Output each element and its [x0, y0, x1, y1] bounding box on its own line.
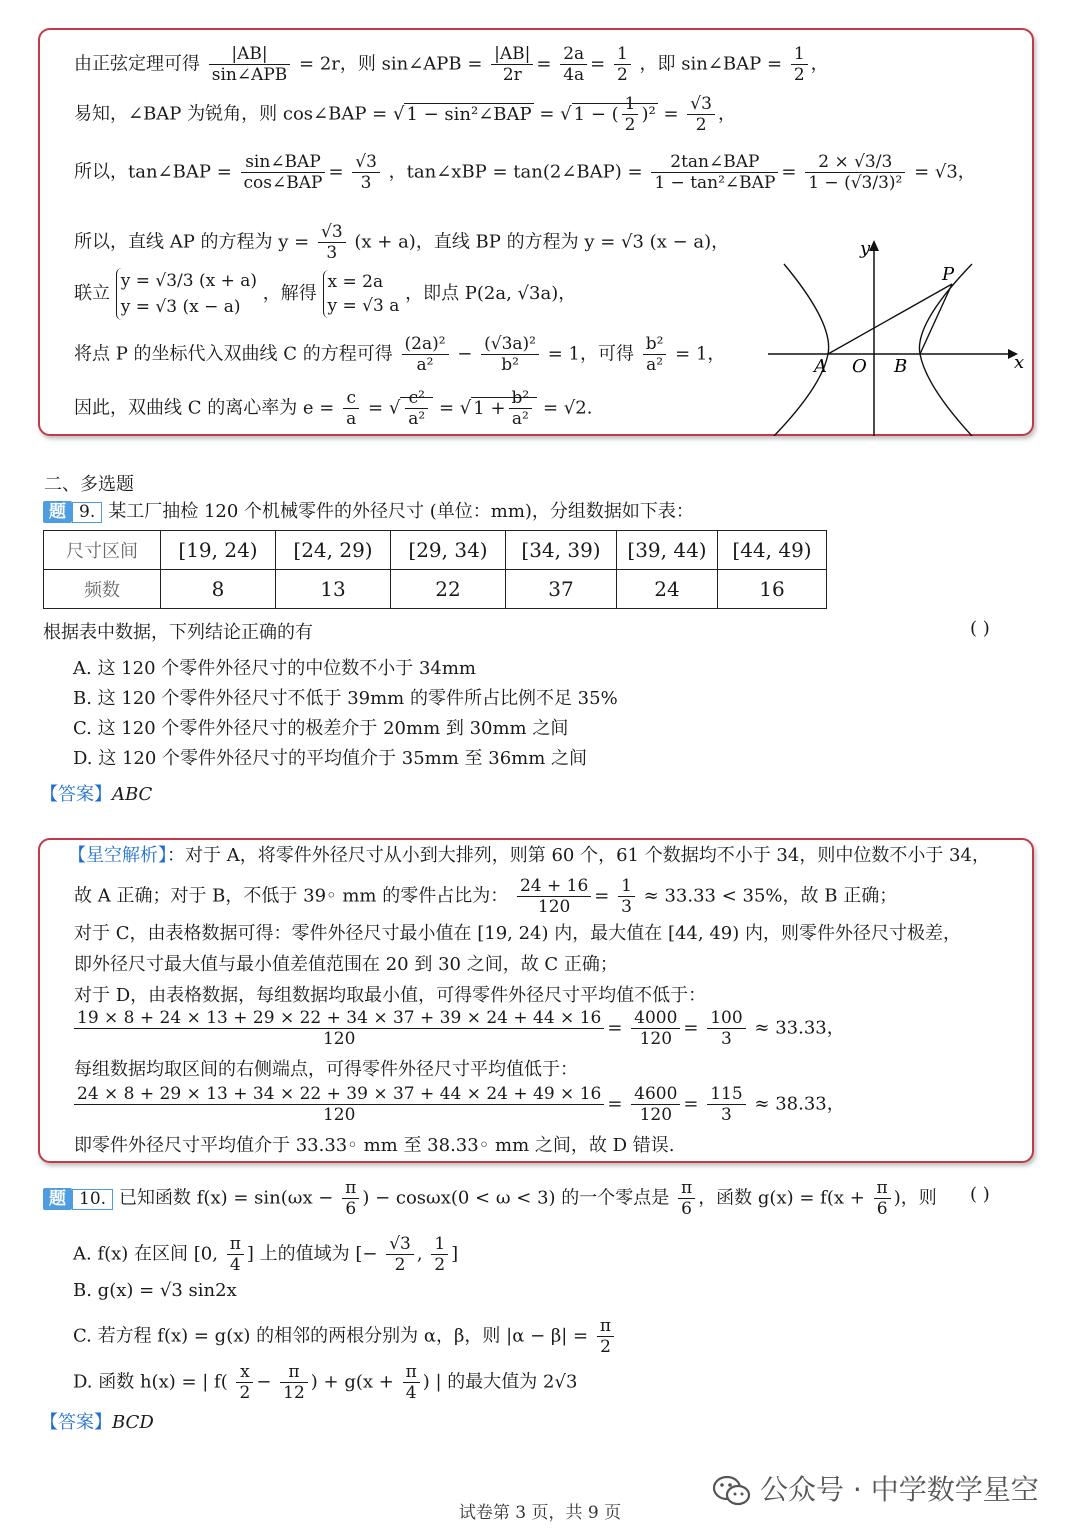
numerator: 1 — [431, 1234, 448, 1255]
table-row — [44, 570, 827, 609]
fraction — [614, 44, 631, 85]
fraction — [318, 222, 346, 263]
text: C. 若方程 f(x) = g(x) 的相邻的两根分别为 α，β，则 |α − β| = — [73, 1325, 589, 1347]
numerator: √3 — [352, 152, 380, 173]
numerator: π — [280, 1362, 308, 1383]
table-cell: [19, 24) — [161, 531, 276, 570]
text: 将点 P 的坐标代入双曲线 C 的方程可得 — [74, 343, 393, 365]
text: = 1， — [675, 343, 726, 365]
label-P: P — [942, 264, 955, 285]
text: 1 + — [473, 397, 506, 419]
analysis-line-1 — [68, 844, 990, 868]
solution-line-3: 所以，tan∠BAP = $\frac{\text{sin∠BAP}}{\text{cos∠BAP}}$ = $\frac{√3}{3}$ ，tan∠xBP = tan(2∠BAP) = $\frac{\text{2tan∠BAP}}{\text{1 − tan²∠BAP}}$ = $\frac{2 \times √3/3}{\text{1 − (√3/3)²}}$ = √3， — [74, 152, 976, 193]
text: ) | 的最大值为 2√3 — [422, 1371, 578, 1393]
numerator: 1 — [791, 44, 808, 65]
fraction — [874, 1178, 891, 1219]
question-number: 9. — [72, 502, 102, 523]
denominator: 3 — [721, 1029, 732, 1049]
answer-value: ABC — [112, 784, 153, 805]
numerator: 115 — [707, 1084, 745, 1105]
solution-line-6 — [74, 334, 725, 375]
text: 1 − ( — [573, 103, 619, 125]
answer-value: BCD — [112, 1412, 154, 1433]
numerator: 24 × 8 + 29 × 13 + 34 × 22 + 39 × 37 + 44 × 24 + 49 × 16 — [74, 1084, 604, 1105]
text: 已知函数 f(x) = sin(ωx − — [119, 1187, 334, 1209]
denominator: 2 — [616, 65, 628, 85]
denominator: 2r — [502, 65, 522, 85]
text: ， — [810, 53, 829, 75]
fraction — [560, 44, 587, 85]
label-B: B — [894, 356, 908, 377]
numerator: 2a — [560, 44, 587, 65]
answer-line — [40, 780, 152, 806]
equation-system — [116, 268, 257, 320]
fraction — [517, 876, 591, 917]
fraction — [618, 876, 635, 917]
solution-line-7 — [74, 388, 592, 429]
line-AP — [828, 284, 952, 354]
fraction — [509, 388, 533, 429]
label-y: y — [860, 238, 871, 259]
line-BP — [920, 284, 952, 354]
option-d: D. 这 120 个零件外径尺寸的平均值介于 35mm 至 36mm 之间 — [73, 748, 588, 769]
denominator: 120 — [639, 1105, 673, 1125]
numerator: c — [343, 388, 359, 409]
denominator: 3 — [360, 173, 372, 193]
watermark-text: 公众号 · 中学数学星空 — [760, 1473, 1039, 1506]
numerator: |AB| — [491, 44, 533, 65]
numerator: π — [227, 1234, 244, 1255]
numerator: π — [597, 1316, 614, 1337]
table-cell: 16 — [718, 570, 827, 609]
solution-line-5 — [74, 268, 576, 320]
numerator: π — [874, 1178, 891, 1199]
solution-system — [323, 270, 400, 318]
numerator: b² — [643, 334, 667, 355]
denominator: 2 — [239, 1383, 251, 1403]
question-9-stem — [43, 497, 694, 523]
analysis-line-3: 对于 C，由表格数据可得：零件外径尺寸最小值在 [19, 24) 内，最大值在 [44, 49) 内，则零件外径尺寸极差， — [74, 923, 961, 944]
solution-box-1 — [38, 28, 1034, 436]
fraction — [707, 1084, 745, 1125]
text: 故 A 正确；对于 B，不低于 39◦ mm 的零件占比为： — [74, 885, 509, 907]
fraction — [386, 1234, 414, 1275]
fraction — [622, 94, 639, 135]
label-O: O — [852, 356, 867, 377]
numerator: 1 — [618, 876, 635, 897]
text: ，tan∠xBP = tan(2∠BAP) = — [388, 161, 643, 183]
fraction — [342, 1178, 359, 1219]
answer-tag: 【答案】 — [40, 784, 112, 805]
radicand — [572, 94, 658, 135]
denominator: a² — [416, 355, 434, 375]
fraction — [791, 44, 808, 85]
text: (x + a)，直线 BP 的方程为 y = √3 (x − a)， — [354, 231, 730, 253]
denominator: 120 — [322, 1105, 356, 1125]
radicand — [471, 388, 537, 429]
numerator: 4000 — [631, 1008, 680, 1029]
text: ，即点 P(2a, √3a)， — [405, 283, 577, 304]
fraction — [74, 1008, 604, 1049]
text: ≈ 33.33， — [754, 1017, 845, 1039]
radicand — [400, 388, 433, 429]
text: ，函数 g(x) = f(x + — [698, 1187, 865, 1209]
fraction — [352, 152, 380, 193]
numerator: 1 — [614, 44, 631, 65]
numerator: √3 — [687, 94, 715, 115]
fraction — [209, 44, 291, 85]
fraction — [431, 1234, 448, 1275]
text: = √2. — [542, 397, 593, 419]
numerator: x — [236, 1362, 253, 1383]
text: = √ — [368, 397, 401, 419]
table-cell: [24, 29) — [276, 531, 391, 570]
hyperbola-graph — [766, 236, 1028, 436]
analysis-line-9: 即零件外径尺寸平均值介于 33.33◦ mm 至 38.33◦ mm 之间，故 D 错误. — [74, 1135, 675, 1156]
denominator: 2 — [600, 1337, 611, 1357]
fraction — [631, 1008, 680, 1049]
numerator: 19 × 8 + 24 × 13 + 29 × 22 + 34 × 37 + 39 × 24 + 44 × 16 — [74, 1008, 604, 1029]
question-number: 10. — [72, 1189, 113, 1210]
table-cell: [29, 34) — [391, 531, 506, 570]
numerator: √3 — [318, 222, 346, 243]
text: ) + g(x + — [310, 1371, 394, 1393]
option-c — [73, 1316, 617, 1357]
text: − — [457, 343, 473, 365]
numerator: (√3a)² — [481, 334, 539, 355]
fraction — [597, 1316, 614, 1357]
fraction — [241, 152, 326, 193]
denominator: 1 − (√3/3)² — [808, 173, 903, 193]
page-footer: 试卷第 3 页，共 9 页 — [458, 1503, 622, 1523]
text: )，则 — [893, 1187, 937, 1209]
fraction — [687, 94, 715, 135]
denominator: a² — [408, 409, 426, 429]
option-a: A. 这 120 个零件外径尺寸的中位数不小于 34mm — [73, 658, 477, 679]
table-cell: 37 — [506, 570, 617, 609]
analysis-line-4: 即外径尺寸最大值与最小值差值范围在 20 到 30 之间，故 C 正确； — [74, 954, 618, 975]
text: 所以，tan∠BAP = — [74, 161, 232, 183]
label-x: x — [1014, 352, 1025, 373]
numerator: 1 — [622, 94, 639, 115]
numerator: |AB| — [209, 44, 291, 65]
equation: y = √3/3 (x + a) — [120, 271, 258, 291]
analysis-line-6: $\frac{19 \times 8 + 24 \times 13 + 29 \times 22 + 34 \times 37 + 39 \times 24 + 44 \times 16}{120}$ = $\frac{4000}{120}$ = $\frac{100}{3}$ ≈ 33.33， — [74, 1008, 845, 1049]
analysis-line-5: 对于 D，由表格数据，每组数据均取最小值，可得零件外径尺寸平均值不低于： — [74, 985, 707, 1006]
fraction — [643, 334, 667, 375]
denominator: b² — [501, 355, 519, 375]
denominator: 12 — [283, 1383, 305, 1403]
equation: y = √3 (x − a) — [120, 297, 241, 317]
fraction — [403, 1362, 420, 1403]
denominator: 6 — [876, 1199, 888, 1219]
denominator: 2 — [793, 65, 805, 85]
fraction — [405, 388, 428, 429]
denominator: 120 — [537, 897, 571, 917]
fraction — [402, 334, 449, 375]
fraction — [678, 1178, 695, 1219]
denominator: 120 — [322, 1029, 356, 1049]
text: = √ — [539, 103, 572, 125]
label-A: A — [814, 356, 827, 377]
numerator: 2 × √3/3 — [805, 152, 905, 173]
fraction — [74, 1084, 604, 1125]
denominator: 120 — [639, 1029, 673, 1049]
option-a — [73, 1234, 458, 1275]
text: ≈ 38.33， — [754, 1093, 845, 1115]
text: ] — [451, 1243, 459, 1265]
fraction — [707, 1008, 745, 1049]
analysis-line-7: 每组数据均取区间的右侧端点，可得零件外径尺寸平均值低于： — [74, 1059, 578, 1080]
radicand: 1 − sin²∠BAP — [406, 103, 532, 125]
table-cell: 8 — [161, 570, 276, 609]
text: ：对于 A，将零件外径尺寸从小到大排列，则第 60 个，61 个数据均不小于 34，则中位数不小于 34， — [167, 845, 990, 866]
answer-paren: ( ) — [970, 618, 990, 639]
table-header-cell: 频数 — [44, 570, 161, 609]
text: 因此，双曲线 C 的离心率为 e = — [74, 397, 335, 419]
numerator: sin∠BAP — [241, 152, 326, 173]
question-9-ask: 根据表中数据，下列结论正确的有 — [43, 622, 313, 643]
equation: x = 2a — [327, 272, 384, 292]
fraction — [491, 44, 533, 85]
section-title: 二、多选题 — [44, 474, 134, 495]
numerator: 100 — [707, 1008, 745, 1029]
text: A. f(x) 在区间 [0, — [73, 1243, 218, 1265]
fraction — [481, 334, 539, 375]
frequency-table — [43, 530, 827, 609]
table-header-cell: 尺寸区间 — [44, 531, 161, 570]
numerator: (2a)² — [402, 334, 449, 355]
text: = 1，可得 — [547, 343, 634, 365]
table-cell: [44, 49) — [718, 531, 827, 570]
question-10-stem — [43, 1178, 937, 1219]
denominator: 4a — [563, 65, 585, 85]
denominator: a² — [511, 409, 529, 429]
analysis-line-2: 故 A 正确；对于 B，不低于 39◦ mm 的零件占比为： $\frac{24 + 16}{120}$ = $\frac{1}{3}$ ≈ 33.33 < 35%，故 B 正确； — [74, 876, 898, 917]
y-axis-arrow — [869, 240, 879, 251]
denominator: 1 − tan²∠BAP — [654, 173, 776, 193]
fraction — [805, 152, 905, 193]
denominator: 2 — [394, 1255, 406, 1275]
text: 易知，∠BAP 为锐角，则 cos∠BAP = √ — [74, 103, 405, 125]
answer-paren: ( ) — [970, 1184, 990, 1205]
table-cell: 13 — [276, 570, 391, 609]
denominator: 2 — [695, 115, 707, 135]
denominator: 3 — [326, 243, 338, 263]
table-row — [44, 531, 827, 570]
solution-line-4 — [74, 222, 729, 263]
text: ) − cosωx(0 < ω < 3) 的一个零点是 — [362, 1187, 670, 1209]
text: 由正弦定理可得 — [74, 53, 200, 75]
denominator: 3 — [721, 1105, 732, 1125]
denominator: cos∠BAP — [243, 173, 323, 193]
denominator: sin∠APB — [211, 65, 288, 85]
text: 所以，直线 AP 的方程为 y = — [74, 231, 310, 253]
text: ] 上的值域为 [− — [246, 1243, 378, 1265]
numerator: 24 + 16 — [517, 876, 591, 897]
numerator: √3 — [386, 1234, 414, 1255]
option-b: B. 这 120 个零件外径尺寸不低于 39mm 的零件所占比例不足 35% — [73, 688, 618, 709]
hyperbola-right-branch — [919, 264, 972, 436]
numerator: 4600 — [631, 1084, 680, 1105]
text: ， — [717, 103, 736, 125]
option-b: B. g(x) = √3 sin2x — [73, 1280, 237, 1301]
denominator: 2 — [624, 115, 636, 135]
denominator: 4 — [405, 1383, 417, 1403]
fraction — [631, 1084, 680, 1125]
fraction — [236, 1362, 253, 1403]
equation: y = √3 a — [327, 296, 400, 316]
fraction — [227, 1234, 244, 1275]
text: = 2r，则 sin∠APB = — [299, 53, 483, 75]
table-cell: [39, 44) — [617, 531, 718, 570]
numerator: π — [342, 1178, 359, 1199]
table-cell: [34, 39) — [506, 531, 617, 570]
text: = √ — [438, 397, 472, 419]
fraction — [651, 152, 778, 193]
text: = √3， — [914, 161, 976, 183]
denominator: 6 — [345, 1199, 357, 1219]
analysis-tag: 【星空解析】 — [68, 845, 167, 866]
analysis-line-8: $\frac{24 \times 8 + 29 \times 13 + 34 \times 22 + 39 \times 37 + 44 \times 24 + 49 \times 16}{120}$ = $\frac{4600}{120}$ = $\frac{115}{3}$ ≈ 38.33， — [74, 1084, 845, 1125]
numerator: π — [678, 1178, 695, 1199]
text: D. 函数 h(x) = | f( — [73, 1371, 228, 1393]
numerator: c² — [405, 388, 428, 409]
numerator: 2tan∠BAP — [651, 152, 778, 173]
text: 联立 — [74, 283, 110, 304]
solution-line-1: 由正弦定理可得 $\frac{|AB|}{\text{sin∠APB}}$ = 2r，则 sin∠APB = $\frac{|AB|}{2r}$ = $\frac{2a}{4a}$ = $\frac{1}{2}$ ，即 sin∠BAP = $\frac{1}{2}$ ， — [74, 44, 829, 85]
question-text: 某工厂抽检 120 个机械零件的外径尺寸 (单位：mm)，分组数据如下表： — [108, 501, 694, 522]
denominator: 3 — [621, 897, 632, 917]
numerator: b² — [509, 388, 533, 409]
solution-box-2 — [38, 838, 1034, 1163]
fraction — [343, 388, 359, 429]
hyperbola-left-branch — [774, 264, 829, 436]
text: = — [663, 103, 679, 125]
text: − — [256, 1371, 272, 1393]
text: ≈ 33.33 < 35%，故 B 正确； — [643, 885, 898, 907]
answer-tag: 【答案】 — [40, 1412, 112, 1433]
denominator: 4 — [229, 1255, 241, 1275]
solution-line-2 — [74, 94, 736, 135]
question-tag: 题 — [43, 1188, 72, 1210]
table-cell: 24 — [617, 570, 718, 609]
denominator: 6 — [681, 1199, 692, 1219]
answer-line — [40, 1408, 154, 1434]
denominator: a² — [646, 355, 664, 375]
option-d — [73, 1362, 577, 1403]
numerator: π — [403, 1362, 420, 1383]
table-cell: 22 — [391, 570, 506, 609]
text: ，解得 — [262, 283, 317, 304]
denominator: a — [346, 409, 357, 429]
option-c: C. 这 120 个零件外径尺寸的极差介于 20mm 到 30mm 之间 — [73, 718, 569, 739]
fraction — [280, 1362, 308, 1403]
text: ，即 sin∠BAP = — [639, 53, 783, 75]
denominator: 2 — [434, 1255, 446, 1275]
question-tag: 题 — [43, 501, 72, 523]
text: )² — [641, 103, 656, 125]
text: , — [416, 1243, 423, 1265]
